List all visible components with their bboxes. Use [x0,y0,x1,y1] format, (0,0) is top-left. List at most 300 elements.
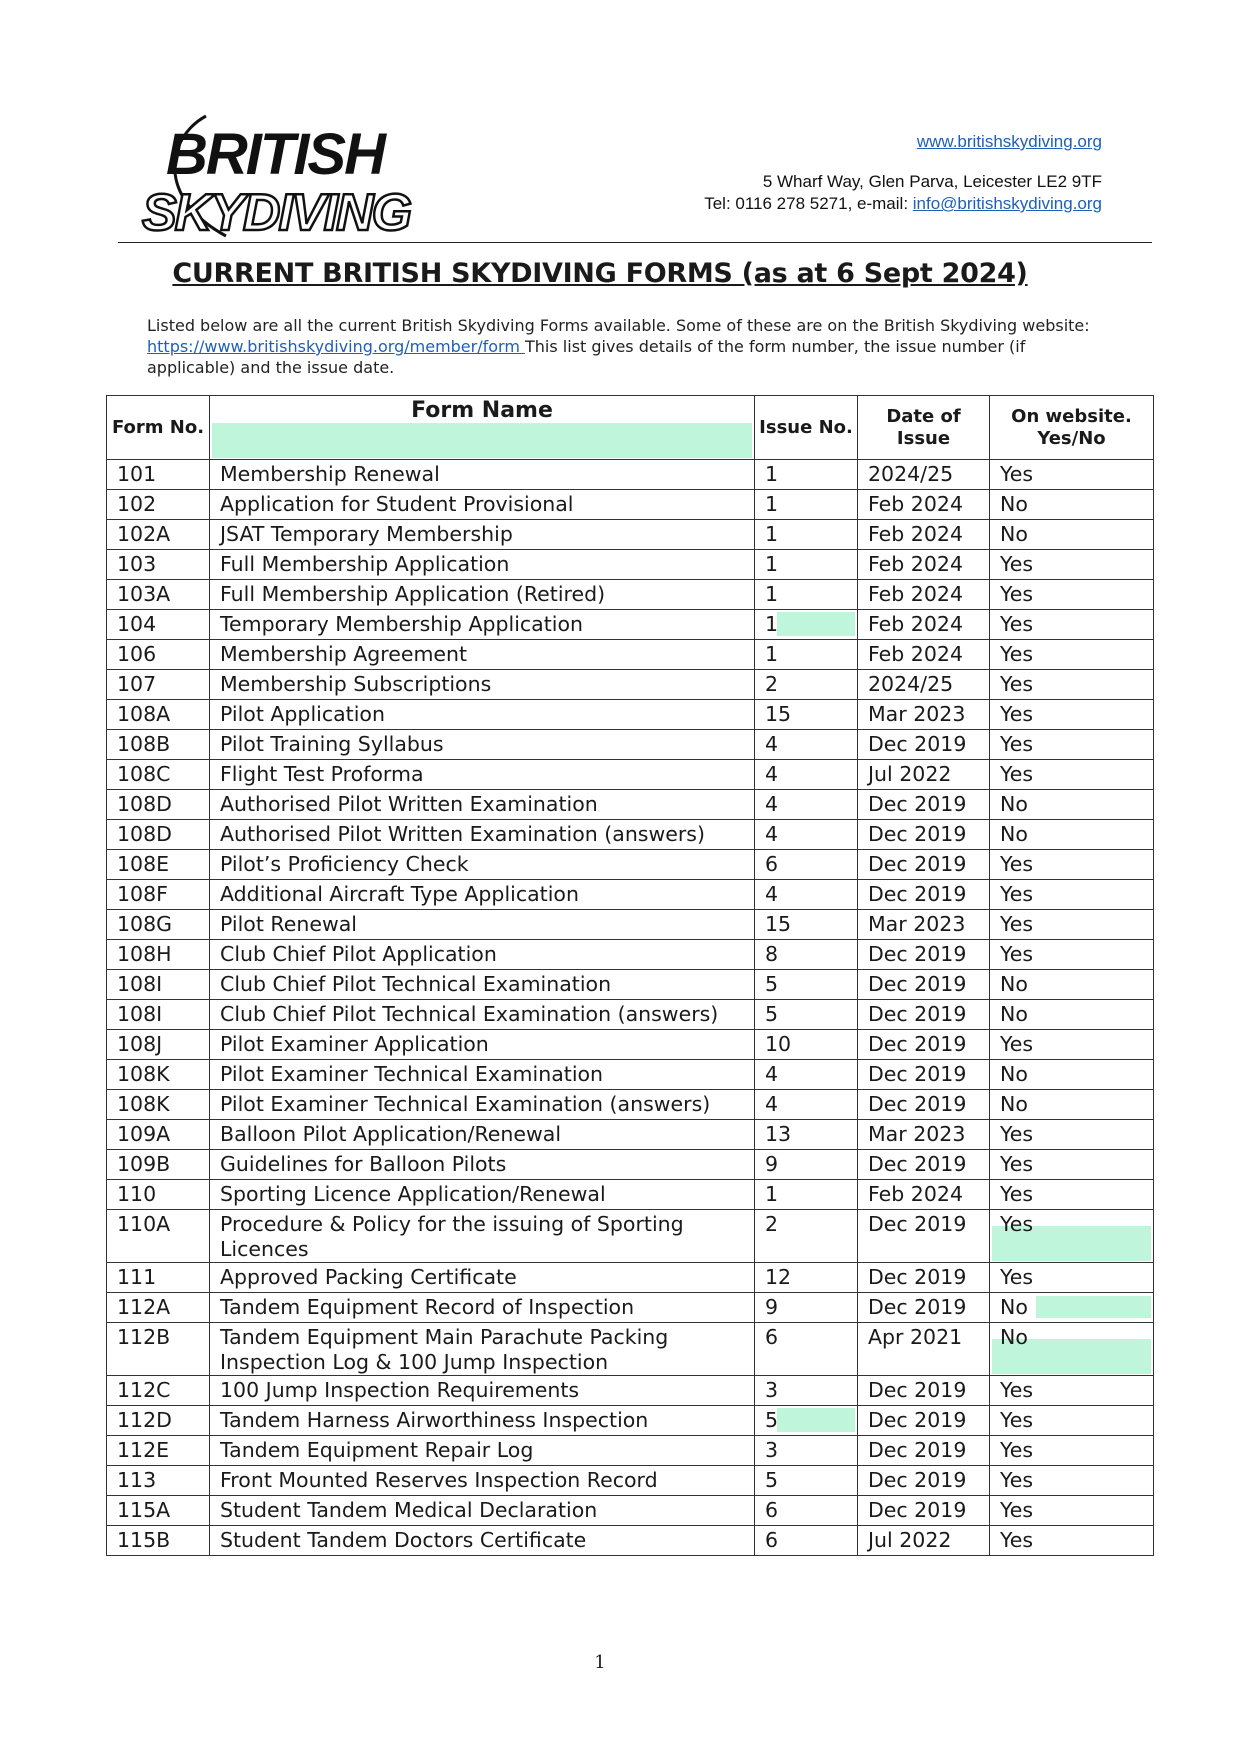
issue-number [755,550,858,580]
on-website-text: Yes [1000,582,1034,606]
form-number-text: 108B [117,732,171,756]
form-number [107,760,210,790]
form-name-text: Pilot Training Syllabus [220,732,444,756]
form-number [107,1180,210,1210]
issue-number-text: 4 [765,1092,779,1116]
issue-date-text: Dec 2019 [868,1378,967,1402]
table-row [107,850,1154,880]
form-name-text: Pilot Examiner Application [220,1032,489,1056]
issue-number [755,910,858,940]
table-row [107,640,1154,670]
issue-number [755,580,858,610]
form-name-text: Tandem Harness Airworthiness Inspection [220,1408,649,1432]
issue-number [755,1466,858,1496]
on-website [990,1120,1154,1150]
on-website-text: Yes [1000,1152,1034,1176]
issue-date-text: Dec 2019 [868,942,967,966]
issue-date-text: Dec 2019 [868,972,967,996]
contact-line [704,194,1102,214]
issue-date [858,640,990,670]
form-number [107,460,210,490]
issue-date-text: Dec 2019 [868,1002,967,1026]
on-website [990,1210,1154,1263]
issue-date [858,1120,990,1150]
issue-number-text: 1 [765,462,779,486]
issue-number [755,1150,858,1180]
issue-date-text: Mar 2023 [868,1122,966,1146]
form-name [210,610,755,640]
table-row [107,1436,1154,1466]
table-row [107,910,1154,940]
on-website-text: Yes [1000,1212,1034,1236]
table-row [107,610,1154,640]
issue-date-text: Dec 2019 [868,792,967,816]
form-number [107,580,210,610]
issue-number [755,1090,858,1120]
form-number-text: 101 [117,462,157,486]
issue-date-text: Dec 2019 [868,1295,967,1319]
issue-date [858,730,990,760]
table-row [107,880,1154,910]
issue-date-text: Dec 2019 [868,1468,967,1492]
form-number-text: 102A [117,522,171,546]
address: 5 Wharf Way, Glen Parva, Leicester LE2 9TF [762,172,1102,191]
on-website-text: Yes [1000,1408,1034,1432]
highlight-mark [1036,1296,1151,1318]
form-name-text: Authorised Pilot Written Examination (answers) [220,822,705,846]
form-name [210,1090,755,1120]
on-website-text: Yes [1000,882,1034,906]
form-number [107,1060,210,1090]
table-row [107,670,1154,700]
issue-date [858,1180,990,1210]
form-number [107,1496,210,1526]
on-website [990,1376,1154,1406]
on-website [990,1466,1154,1496]
table-row [107,940,1154,970]
table-row [107,580,1154,610]
form-name [210,640,755,670]
issue-date [858,520,990,550]
issue-number-text: 4 [765,762,779,786]
issue-number [755,1000,858,1030]
table-row [107,1526,1154,1556]
form-name [210,1293,755,1323]
form-name-text: Authorised Pilot Written Examination [220,792,598,816]
on-website-text: Yes [1000,672,1034,696]
table-row [107,790,1154,820]
table-row [107,1210,1154,1263]
form-number-text: 108D [117,792,172,816]
intro-paragraph [147,315,1097,378]
table-row [107,1030,1154,1060]
issue-date [858,1293,990,1323]
on-website-text: Yes [1000,732,1034,756]
form-number-text: 110 [117,1182,157,1206]
issue-number [755,730,858,760]
on-website-text: No [1000,522,1028,546]
intro-text-2: This list gives details of the form number, the issue number (if applicable) and the issue date. [147,337,1026,377]
on-website [990,1150,1154,1180]
form-number [107,1466,210,1496]
form-number [107,1436,210,1466]
form-name [210,460,755,490]
issue-date [858,1376,990,1406]
form-number-text: 109A [117,1122,171,1146]
form-number-text: 108A [117,702,171,726]
issue-date [858,970,990,1000]
form-number-text: 112D [117,1408,172,1432]
issue-number [755,760,858,790]
form-name-text: Front Mounted Reserves Inspection Record [220,1468,658,1492]
form-number [107,1323,210,1376]
form-number-text: 112A [117,1295,171,1319]
issue-number-text: 5 [765,972,779,996]
form-name [210,1150,755,1180]
form-number [107,940,210,970]
on-website [990,880,1154,910]
issue-number [755,820,858,850]
telephone: Tel: 0116 278 5271, e-mail: [704,194,913,213]
issue-date-text: Feb 2024 [868,522,963,546]
table-row [107,1180,1154,1210]
form-number-text: 113 [117,1468,157,1492]
issue-date-text: Dec 2019 [868,1032,967,1056]
issue-number-text: 1 [765,612,779,636]
issue-date [858,1436,990,1466]
issue-number [755,1263,858,1293]
issue-number-text: 4 [765,882,779,906]
form-number-text: 108I [117,1002,163,1026]
on-website [990,730,1154,760]
form-name [210,1376,755,1406]
on-website [990,1406,1154,1436]
highlight-mark [212,423,752,458]
on-website [990,580,1154,610]
website-link[interactable] [917,132,1102,152]
issue-number-text: 6 [765,852,779,876]
form-number [107,1406,210,1436]
issue-number [755,880,858,910]
form-number [107,520,210,550]
issue-number [755,1496,858,1526]
form-number [107,1150,210,1180]
issue-number-text: 10 [765,1032,792,1056]
svg-text:SKYDIVING: SKYDIVING [142,184,411,240]
table-row [107,1376,1154,1406]
form-name-text: Tandem Equipment Main Parachute Packing Inspection Log & 100 Jump Inspection [220,1325,669,1374]
on-website-text: Yes [1000,1182,1034,1206]
on-website [990,1436,1154,1466]
form-name [210,760,755,790]
form-name-text: Membership Agreement [220,642,468,666]
form-name-text: Student Tandem Medical Declaration [220,1498,598,1522]
issue-date-text: 2024/25 [868,462,954,486]
form-number-text: 108K [117,1092,170,1116]
form-name-text: Club Chief Pilot Application [220,942,497,966]
issue-date-text: Feb 2024 [868,582,963,606]
form-number-text: 108C [117,762,171,786]
table-row [107,550,1154,580]
form-name [210,580,755,610]
issue-date-text: Dec 2019 [868,1062,967,1086]
issue-date [858,550,990,580]
form-number-text: 110A [117,1212,171,1236]
form-number-text: 108D [117,822,172,846]
form-name-text: Tandem Equipment Repair Log [220,1438,534,1462]
issue-date-text: Dec 2019 [868,1152,967,1176]
on-website-text: Yes [1000,852,1034,876]
issue-date-text: Feb 2024 [868,492,963,516]
issue-number-text: 3 [765,1438,779,1462]
form-number [107,1030,210,1060]
on-website-text: Yes [1000,1438,1034,1462]
form-number-text: 103A [117,582,171,606]
issue-date-text: 2024/25 [868,672,954,696]
issue-date [858,1406,990,1436]
issue-date [858,700,990,730]
header-date-of-issue: Date of Issue [858,396,990,460]
issue-date-text: Dec 2019 [868,1408,967,1432]
british-skydiving-logo [136,108,496,240]
on-website [990,490,1154,520]
on-website [990,610,1154,640]
on-website-text: No [1000,1295,1028,1319]
forms-table [106,395,1154,1556]
issue-date [858,1150,990,1180]
on-website [990,1000,1154,1030]
issue-date [858,790,990,820]
issue-number-text: 12 [765,1265,792,1289]
issue-number-text: 4 [765,822,779,846]
page-title: CURRENT BRITISH SKYDIVING FORMS (as at 6 Sept 2024) [172,258,1028,289]
issue-number [755,1180,858,1210]
form-number-text: 104 [117,612,157,636]
on-website [990,520,1154,550]
on-website-text: Yes [1000,1265,1034,1289]
form-name-text: Club Chief Pilot Technical Examination [220,972,612,996]
on-website [990,1496,1154,1526]
issue-number-text: 4 [765,792,779,816]
on-website-text: No [1000,972,1028,996]
on-website-text: No [1000,1002,1028,1026]
on-website [990,850,1154,880]
issue-number [755,1526,858,1556]
form-number-text: 106 [117,642,157,666]
form-number-text: 108G [117,912,173,936]
issue-number [755,1210,858,1263]
on-website-text: No [1000,1062,1028,1086]
form-number [107,700,210,730]
table-row [107,520,1154,550]
on-website [990,460,1154,490]
header-issue-no: Issue No. [755,396,858,460]
form-name-text: JSAT Temporary Membership [220,522,513,546]
issue-number [755,520,858,550]
form-number [107,1090,210,1120]
issue-date-text: Dec 2019 [868,1092,967,1116]
issue-date [858,1210,990,1263]
form-name-text: Student Tandem Doctors Certificate [220,1528,587,1552]
form-name-text: Procedure & Policy for the issuing of Sporting Licences [220,1212,684,1261]
on-website [990,910,1154,940]
issue-number-text: 9 [765,1152,779,1176]
issue-number [755,490,858,520]
form-name [210,1000,755,1030]
issue-date [858,1466,990,1496]
form-number [107,670,210,700]
on-website-text: Yes [1000,1468,1034,1492]
issue-number-text: 1 [765,522,779,546]
table-header-row [107,396,1154,460]
on-website-text: Yes [1000,702,1034,726]
form-name [210,1180,755,1210]
form-name [210,880,755,910]
form-name-text: Membership Subscriptions [220,672,492,696]
issue-date [858,1263,990,1293]
issue-number-text: 6 [765,1325,779,1349]
form-number [107,1000,210,1030]
on-website-text: Yes [1000,912,1034,936]
form-number [107,1120,210,1150]
on-website [990,760,1154,790]
on-website [990,940,1154,970]
on-website-text: No [1000,1092,1028,1116]
form-name [210,940,755,970]
form-number [107,730,210,760]
form-number-text: 108J [117,1032,163,1056]
website-link-text[interactable]: www.britishskydiving.org [916,132,1102,151]
form-name-text: Approved Packing Certificate [220,1265,517,1289]
form-number-text: 115B [117,1528,171,1552]
highlight-mark [777,1408,855,1432]
form-name-text: Guidelines for Balloon Pilots [220,1152,507,1176]
form-number [107,880,210,910]
form-name-text: Pilot Application [220,702,385,726]
issue-number-text: 1 [765,552,779,576]
form-name [210,1526,755,1556]
issue-number [755,1120,858,1150]
form-number [107,970,210,1000]
table-row [107,1466,1154,1496]
form-number [107,820,210,850]
issue-date [858,760,990,790]
issue-date [858,670,990,700]
issue-date-text: Dec 2019 [868,1265,967,1289]
issue-date-text: Feb 2024 [868,612,963,636]
form-number [107,790,210,820]
issue-number-text: 5 [765,1468,779,1492]
on-website [990,790,1154,820]
issue-number-text: 3 [765,1378,779,1402]
issue-number-text: 8 [765,942,779,966]
issue-date [858,1000,990,1030]
issue-date-text: Dec 2019 [868,882,967,906]
issue-date-text: Feb 2024 [868,552,963,576]
header-form-no: Form No. [107,396,210,460]
issue-date [858,850,990,880]
on-website-text: Yes [1000,1122,1034,1146]
issue-date-text: Jul 2022 [868,1528,952,1552]
on-website-text: Yes [1000,1032,1034,1056]
on-website [990,970,1154,1000]
issue-number [755,970,858,1000]
form-name [210,490,755,520]
header-form-name [210,396,755,460]
table-row [107,1263,1154,1293]
issue-date [858,610,990,640]
on-website [990,1030,1154,1060]
issue-number [755,1406,858,1436]
form-number-text: 107 [117,672,157,696]
issue-number-text: 4 [765,1062,779,1086]
form-name-text: Tandem Equipment Record of Inspection [220,1295,635,1319]
on-website [990,640,1154,670]
form-name-text: Temporary Membership Application [220,612,584,636]
form-name [210,1210,755,1263]
table-row [107,970,1154,1000]
table-row [107,1496,1154,1526]
on-website-text: Yes [1000,462,1034,486]
issue-date [858,1496,990,1526]
issue-number-text: 5 [765,1002,779,1026]
on-website [990,700,1154,730]
form-name [210,1436,755,1466]
forms-page-link[interactable]: https://www.britishskydiving.org/member/form [147,337,526,356]
email-link[interactable]: info@britishskydiving.org [912,194,1102,213]
form-name [210,1060,755,1090]
form-name [210,550,755,580]
table-row [107,1150,1154,1180]
issue-date [858,1526,990,1556]
form-name [210,910,755,940]
on-website-text: No [1000,1325,1028,1349]
on-website [990,670,1154,700]
on-website [990,1526,1154,1556]
form-name-text: Membership Renewal [220,462,440,486]
form-name-text: Additional Aircraft Type Application [220,882,579,906]
form-number-text: 115A [117,1498,171,1522]
form-name [210,520,755,550]
on-website-text: No [1000,822,1028,846]
form-number [107,610,210,640]
table-row [107,760,1154,790]
form-number-text: 112E [117,1438,170,1462]
table-row [107,700,1154,730]
on-website-text: No [1000,492,1028,516]
table-row [107,1323,1154,1376]
issue-number [755,640,858,670]
form-name-text: Flight Test Proforma [220,762,424,786]
issue-date-text: Mar 2023 [868,702,966,726]
svg-text:BRITISH: BRITISH [166,122,384,187]
header-on-website: On website. Yes/No [990,396,1154,460]
form-name [210,670,755,700]
issue-date [858,1060,990,1090]
table-row [107,490,1154,520]
on-website [990,1293,1154,1323]
issue-number [755,1436,858,1466]
issue-number-text: 15 [765,702,792,726]
issue-date-text: Jul 2022 [868,762,952,786]
table-row [107,460,1154,490]
issue-date [858,1090,990,1120]
form-name [210,1323,755,1376]
highlight-mark [777,612,855,636]
issue-date [858,580,990,610]
on-website [990,550,1154,580]
on-website [990,1323,1154,1376]
